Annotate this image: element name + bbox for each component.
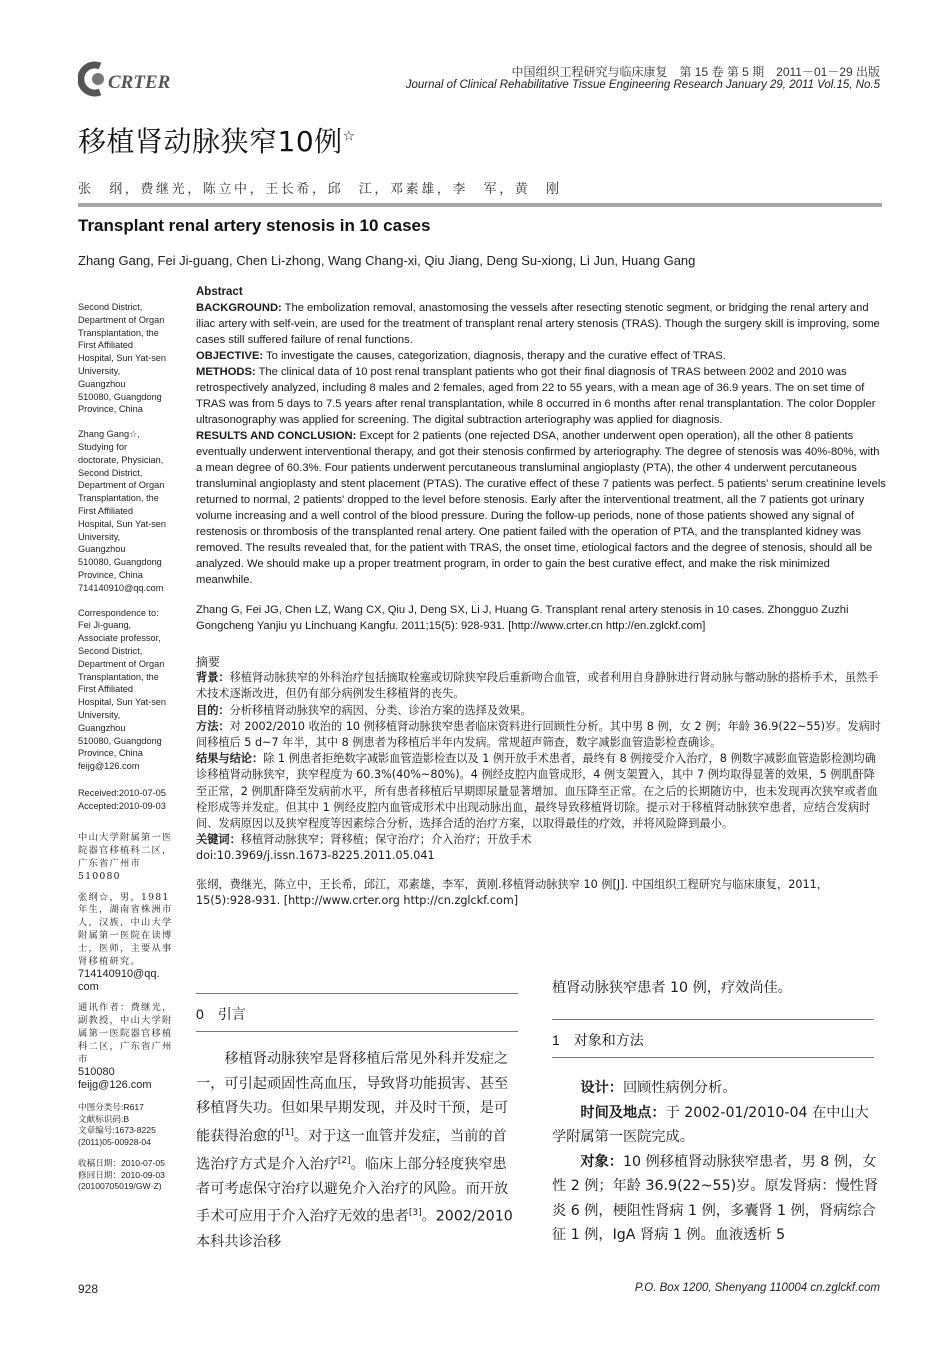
- authors-en: Zhang Gang, Fei Ji-guang, Chen Li-zhong, Wang Chang-xi, Qiu Jiang, Deng Su-xiong, Li Jun, Huang Gang: [78, 253, 696, 268]
- abstract-cn-citation: 张纲，费继光，陈立中，王长希，邱江，邓素雄，李军，黄刚.移植肾动脉狭窄 10 例[J]. 中国组织工程研究与临床康复，2011，15(5):928-931. [http://www.crter.org http://cn.zglckf.com]: [196, 877, 828, 907]
- abstract-cn-background: 背景：移植肾动脉狭窄的外科治疗包括摘取栓塞或切除狭窄段后重新吻合血管，或者利用自身静脉进行肾动脉与髂动脉的搭桥手术，虽然手术技术逐渐改进，但仍有部分病例发生移植肾的丧失。: [196, 671, 879, 701]
- section-rule: [196, 1031, 518, 1032]
- abstract-cn-objective: 目的：分析移植肾动脉狭窄的病因、分类、诊治方案的选择及效果。: [196, 703, 532, 717]
- col2-continuation: 植肾动脉狭窄患者 10 例，疗效尚佳。: [552, 980, 792, 996]
- sidebar-affiliation-cn: 中山大学附属第一医院器官移植科二区，广东省广州市 510080: [78, 832, 173, 882]
- abstract-background: BACKGROUND: The embolization removal, anastomosing the vessels after resecting stenotic segment, or bridging the renal artery and iliac artery with self-vein, are used for the treatment of transplant renal artery stenosis (TRAS). Though the surgery skill is improving, some cases still suffered failure of renal functions.: [196, 302, 880, 346]
- subjects-line: 对象：10 例移植肾动脉狭窄患者，男 8 例，女性 2 例；年龄 36.9(22~55)岁。原发肾病：慢性肾炎 6 例，梗阻性肾病 1 例，多囊肾 1 例，肾病综合征 1 例，IgA 肾病 1 例。血液透析 5: [552, 1153, 879, 1243]
- abstract-en: [196, 284, 886, 634]
- abstract-results: RESULTS AND CONCLUSION: Except for 2 patients (one rejected DSA, another underwent open operation), all the other 8 patients eventually underwent interventional therapy, and got their stenosis confirmed by arteriography. The degree of stenosis was 40%-80%, with a mean degree of 60.3%. Four patients underwent percutaneous transluminal angioplasty (PTA), the other 4 underwent percutaneous transluminal angioplasty and stent placement (PTAS). The curative effect of these 7 patients was perfect. 5 patients' serum creatinine levels returned to normal, 2 patients' dropped to the level before stenosis. Early after the interventional treatment, all the 7 patients got urinary volume increasing and a well control of the blood pressure. During the follow-up periods, none of those patients showed any signal of restenosis or thrombosis of the transplanted renal artery. One patient failed with the operation of PTA, and the transplanted kidney was removed. The results revealed that, for the patient with TRAS, the onset time, etiological factors and the degree of stenosis, should all be analyzed. We should make up a proper treatment program, in order to gain the best curative effect, and make the risk minimized meanwhile.: [196, 430, 886, 586]
- journal-header-en: Journal of Clinical Rehabilitative Tissue Engineering Research January 29, 2011 Vol.15, No.5: [405, 79, 880, 91]
- abstract-cn-methods: 方法：对 2002/2010 收治的 10 例移植肾动脉狭窄患者临床资料进行回顾性分析。其中男 8 例，女 2 例；年龄 36.9(22~55)岁。发病时间移植后 5 d~7 年半，其中 8 例患者为移植后半年内发病。常规超声筛查，数字减影血管造影检查确诊。: [196, 719, 881, 750]
- section-rule: [196, 993, 518, 994]
- methods-paragraphs: [552, 1076, 882, 1248]
- section-rule: [552, 1019, 874, 1020]
- title-star: ☆: [342, 128, 356, 145]
- intro-paragraph: 移植肾动脉狭窄是肾移植后常见外科并发症之一，可引起顽固性高血压，导致肾功能损害、甚至移植肾失功。但如果早期发现，并及时干预，是可能获得治愈的[1]。对于这一血管并发症，当前的首选治疗方式是介入治疗[2]。临床上部分轻度狭窄患者可考虑保守治疗以避免介入治疗的风险。而开放手术可应用于介入治疗无效的患者[3]。2002/2010 本科共诊治移: [196, 1051, 513, 1250]
- page-title-en: Transplant renal artery stenosis in 10 cases: [78, 216, 431, 235]
- abstract-objective: OBJECTIVE: To investigate the causes, categorization, diagnosis, therapy and the curative effect of TRAS.: [196, 350, 726, 362]
- authors-cn: 张 纲，费继光，陈立中，王长希，邱 江，邓素雄，李 军，黄 刚: [78, 182, 562, 197]
- design-line: 设计：回顾性病例分析。: [580, 1080, 737, 1096]
- crter-logo: [78, 60, 178, 98]
- abstract-cn-results: 结果与结论：除 1 例患者拒绝数字减影血管造影检查以及 1 例开放手术患者，最终有 8 例接受介入治疗，8 例数字减影血管造影检测均确诊移植肾动脉狭窄，狭窄程度为 60.3%(40%~80%)。4 例经皮腔内血管成形，4 例支架置入，其中 7 例均取得显著的效果，5 例肌酐降至正常，2 例肌酐降至发病前水平，所有患者移植后早期即尿量显著增加、血压降至正常。在之后的长期随访中，也未发现再次狭窄或者血栓形成等并发症。但其中 1 例经皮腔内血管成形术中出现动脉出血，最终导致移植肾切除。提示对于移植肾动脉狭窄患者，应结合发病时间、发病原因以及狭窄程度等因素综合分析，选择合适的治疗方案，以取得最佳的疗效，并将风险降到最小。: [196, 752, 878, 831]
- footer-address: P.O. Box 1200, Shenyang 110004 cn.zglckf.com: [634, 1282, 880, 1294]
- section-1-title: 1 对象和方法: [552, 1032, 644, 1048]
- sidebar-author-email: 714140910@qq. com: [78, 968, 160, 994]
- section-rule: [552, 1057, 874, 1058]
- section-0-title: 0 引言: [196, 1006, 246, 1022]
- sidebar-dates: Received:2010-07-05 Accepted:2010-09-03: [78, 787, 166, 811]
- abstract-cn: [196, 654, 886, 909]
- abstract-cn-doi: doi:10.3969/j.issn.1673-8225.2011.05.041: [196, 849, 435, 863]
- sidebar: [78, 301, 174, 1193]
- sidebar-correspondence-cn: 通讯作者：费继光，副教授，中山大学附属第一医院器官移植科二区，广东省广州市: [78, 1002, 173, 1065]
- title-cn-text: 移植肾动脉狭窄10例: [78, 125, 343, 158]
- sidebar-author-info: Zhang Gang☆, Studying for doctorate, Physician, Second District, Department of Organ Transplantation, the First Affiliated Hospital, Sun Yat-sen University, Guangzhou 510080, Guangdong Province, China 714140910@qq.com: [78, 429, 167, 593]
- page-title-cn: [78, 120, 356, 160]
- sidebar-codes: 中图分类号:R617 文献标识码:B 文章编号:1673-8225 (2011)05-00928-04: [78, 1102, 156, 1147]
- abstract-cn-heading: 摘要: [196, 655, 221, 669]
- abstract-methods: METHODS: The clinical data of 10 post renal transplant patients who got their final diagnosis of TRAS between 2002 and 2010 was retrospectively analyzed, including 8 males and 2 females, aged from 22 to 55 years, with a mean age of 36.9 years. The on set time of TRAS was from 5 days to 7.5 years after renal transplantation, while 8 occurred in 6 months after renal transplantation. The color Doppler ultrasonography was applied for screening. The digital subtraction arteriography was applied for diagnosis.: [196, 366, 876, 426]
- journal-header-cn: 中国组织工程研究与临床康复 第 15 卷 第 5 期 2011－01－29 出版: [511, 65, 880, 79]
- sidebar-correspondence: Correspondence to: Fei Ji-guang, Associate professor, Second District, Department of Organ Transplantation, the First Affiliated Hospital, Sun Yat-sen University, Guangzhou 510080, Guangdong Province, China feijg@126.com: [78, 607, 167, 772]
- abstract-heading: Abstract: [196, 286, 243, 298]
- logo-text: CRTER: [108, 72, 171, 93]
- sidebar-dates-cn: 收稿日期：2010-07-05 修回日期：2010-09-03 (20100705019/GW·Z): [78, 1158, 165, 1192]
- abstract-cn-keywords: 关键词：移植肾动脉狭窄；肾移植；保守治疗；介入治疗；开放手术: [196, 833, 532, 847]
- sidebar-affiliation: Second District, Department of Organ Transplantation, the First Affiliated Hospital, Sun Yat-sen University, Guangzhou 510080, Guangdong Province, China: [78, 302, 167, 415]
- title-divider: [78, 203, 882, 207]
- sidebar-correspondence-email: 510080 feijg@126.com: [78, 1066, 152, 1092]
- abstract-citation: Zhang G, Fei JG, Chen LZ, Wang CX, Qiu J, Deng SX, Li J, Huang G. Transplant renal artery stenosis in 10 cases. Zhongguo Zuzhi Gongcheng Yanjiu yu Linchuang Kangfu. 2011;15(5): 928-931. [http://www.crter.cn http://en.zglckf.com]: [196, 604, 849, 632]
- sidebar-author-cn: 张纲☆，男，1981年生，湖南省株洲市人，汉族，中山大学附属第一医院在读博士，医师，主要从事肾移植研究。: [78, 891, 173, 967]
- page-number: 928: [78, 1282, 99, 1296]
- time-line: 时间及地点：于 2002-01/2010-04 在中山大学附属第一医院完成。: [552, 1104, 869, 1145]
